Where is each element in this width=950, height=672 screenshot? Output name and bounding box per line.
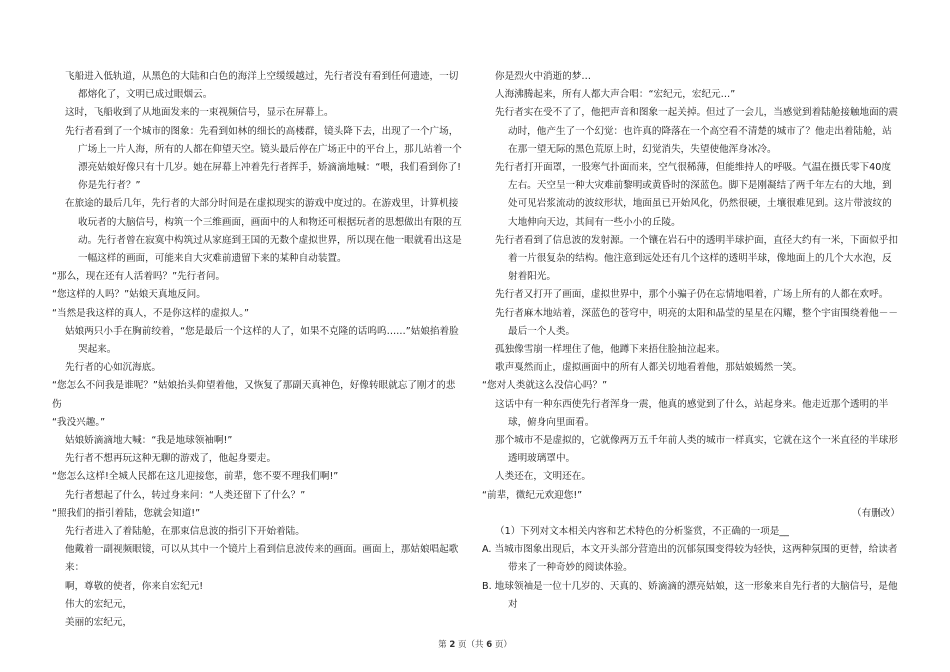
paragraph: 先行者的心如沉海底。: [65, 362, 161, 374]
paragraph: 在旅途的最后几年，先行者的大部分时间是在虚拟现实的游戏中度过的。在游戏里，计算机接收玩者的大脑信号，构筑一个三维画面，画面中的人和物还可根据玩者的思想做出有限的互动。先行者曾在寂寞中构筑过从家庭到王国的无数个虚拟世界，所以现在他一眼就看出这是一幅这样的画面，可能来自大灾难前遗留下来的某种自动装置。: [65, 198, 462, 265]
paragraph: 人类还在，文明还在。: [495, 471, 591, 483]
paragraph: “当然是我这样的真人，不是你这样的虚拟人。”: [52, 307, 250, 319]
paragraph: 先行者进入了着陆舱，在那束信息波的指引下开始着陆。: [65, 526, 305, 538]
paragraph: B. 地球领袖是一位十几岁的、天真的、娇滴滴的漂亮姑娘，这一形象来自先行者的大脑信号，是他对: [482, 580, 898, 610]
paragraph: 先行者实在受不了了，他把声音和图象一起关掉。但过了一会儿，当感觉到着陆舱接触地面的震动时，他产生了一个幻觉：也许真的降落在一个高空看不清楚的城市了？他走出着陆舱，站在那一望无际的黑色荒原上时，幻觉消失，失望使他浑身冰冷。: [495, 107, 898, 155]
paragraph: 先行者又打开了画面，虚拟世界中，那个小骗子仍在忘情地唱着，广场上所有的人都在欢呼。: [495, 289, 889, 301]
paragraph: 姑娘两只小手在胸前绞着，“您是最后一个这样的人了，如果不克隆的话呜呜……”姑娘掐着脸哭起来。: [65, 325, 459, 356]
paragraph: “前辈，微纪元欢迎您!”: [482, 489, 583, 501]
paragraph: 伟大的宏纪元，: [65, 598, 133, 610]
paragraph: 先行者不想再玩这种无聊的游戏了，他起身要走。: [65, 453, 277, 465]
paragraph: 先行者打开面罩，一股寒气扑面而来，空气很稀薄，但能维持人的呼吸。气温在摄氏零下40度左右。天空呈一种大灾难前黎明或黄昏时的深蓝色。脚下是刚凝结了两千年左右的大地，到处可见岩浆流动的波纹形状，地面虽已开始风化，仍然很硬，土壤很难见到。这片带波纹的大地伸向天边，其间有一些小小的丘陵。: [495, 162, 892, 228]
paragraph: （有删改）: [852, 507, 900, 519]
paragraph: 人海沸腾起来，所有人都大声合唱：“宏纪元，宏纪元…”: [495, 89, 736, 101]
footer-middle: 页（共: [457, 640, 484, 650]
paragraph: “您怎么这样!全城人民都在这儿迎接您，前辈，您不要不理我们啊!”: [52, 471, 339, 483]
footer-prefix: 第: [438, 640, 447, 650]
paragraph: （1）下列对文本相关内容和艺术特色的分析鉴赏，不正确的一项是__: [495, 526, 789, 538]
paragraph: 那个城市不是虚拟的，它就像两万五千年前人类的城市一样真实，它就在这个一米直径的半球形透明玻璃罩中。: [495, 435, 898, 465]
footer-suffix: 页）: [494, 640, 512, 650]
paragraph: 先行者看到了信息波的发射源。一个镶在岩石中的透明半球护面，直径大约有一米，下面似乎扣着一片很复杂的结构。他注意到远处还有几个这样的透明半球，像地面上的几个大水泡，反射着阳光。: [495, 234, 898, 283]
paragraph: A. 当城市图象出现后，本文开头部分营造出的沉郁氛围变得较为轻快，这两种氛围的更替，给读者带来了一种奇妙的阅读体验。: [482, 544, 898, 574]
footer-total-pages: 6: [486, 640, 493, 650]
paragraph: 先行者麻木地站着，深蓝色的苍穹中，明亮的太阳和晶莹的星星在闪耀，整个宇宙围绕着他－－最后一个人类。: [495, 307, 898, 337]
paragraph: “照我们的指引着陆，您就会知道!”: [52, 507, 201, 519]
paragraph: “您怎么不问我是谁呢？”姑娘抬头仰望着他，又恢复了那副天真神色，好像转眼就忘了刚才的悲伤: [52, 380, 456, 410]
paragraph: 孤独像雪崩一样埋住了他，他蹲下来捂住脸抽泣起来。: [495, 344, 726, 356]
page-footer: [0, 638, 950, 650]
paragraph: 他戴着一副视频眼镜，可以从其中一个镜片上看到信息波传来的画面。画面上，那姑娘唱起歌来：: [65, 544, 459, 574]
paragraph: 姑娘娇滴滴地大喊：“我是地球领袖啊!”: [65, 435, 233, 447]
paragraph: 美丽的宏纪元，: [65, 617, 133, 629]
paragraph: “那么，现在还有人活着吗？”先行者问。: [52, 271, 226, 283]
paragraph: 啊，尊敬的使者，你来自宏纪元!: [65, 580, 204, 592]
footer-page-number: 2: [449, 640, 456, 650]
paragraph: “您这样的人吗？”姑娘天真地反问。: [52, 289, 206, 301]
paragraph: 歌声戛然而止，虚拟画面中的所有人都关切地看着他，那姑娘嫣然一笑。: [495, 362, 802, 374]
paragraph: 先行者看到了一个城市的图象：先看到如林的细长的高楼群，镜头降下去，出现了一个广场，广场上一片人海，所有的人都在仰望天空。镜头最后停在广场正中的平台上，那儿站着一个漂亮姑娘好像只有十几岁。她在屏幕上冲着先行者挥手，娇滴滴地喊：“喂，我们看到你了!你是先行者？”: [65, 125, 462, 192]
paragraph: 这时，飞船收到了从地面发来的一束视频信号，显示在屏幕上。: [65, 107, 334, 119]
right-column: [482, 68, 900, 614]
paragraph: “我没兴趣。”: [52, 416, 106, 428]
paragraph: 飞船进入低轨道，从黑色的大陆和白色的海洋上空缓缓越过，先行者没有看到任何遗迹，一切都熔化了，文明已成过眼烟云。: [65, 71, 459, 101]
paragraph: 这话中有一种东西使先行者浑身一震，他真的感觉到了什么，站起身来。他走近那个透明的半球，俯身向里面看。: [495, 398, 889, 428]
left-column: [52, 68, 462, 632]
paragraph: 先行者想起了什么，转过身来问：“人类还留下了什么？”: [65, 489, 306, 501]
paragraph: 你是烈火中消逝的梦…: [495, 71, 591, 82]
paragraph: “您对人类就这么没信心吗？”: [482, 380, 608, 392]
